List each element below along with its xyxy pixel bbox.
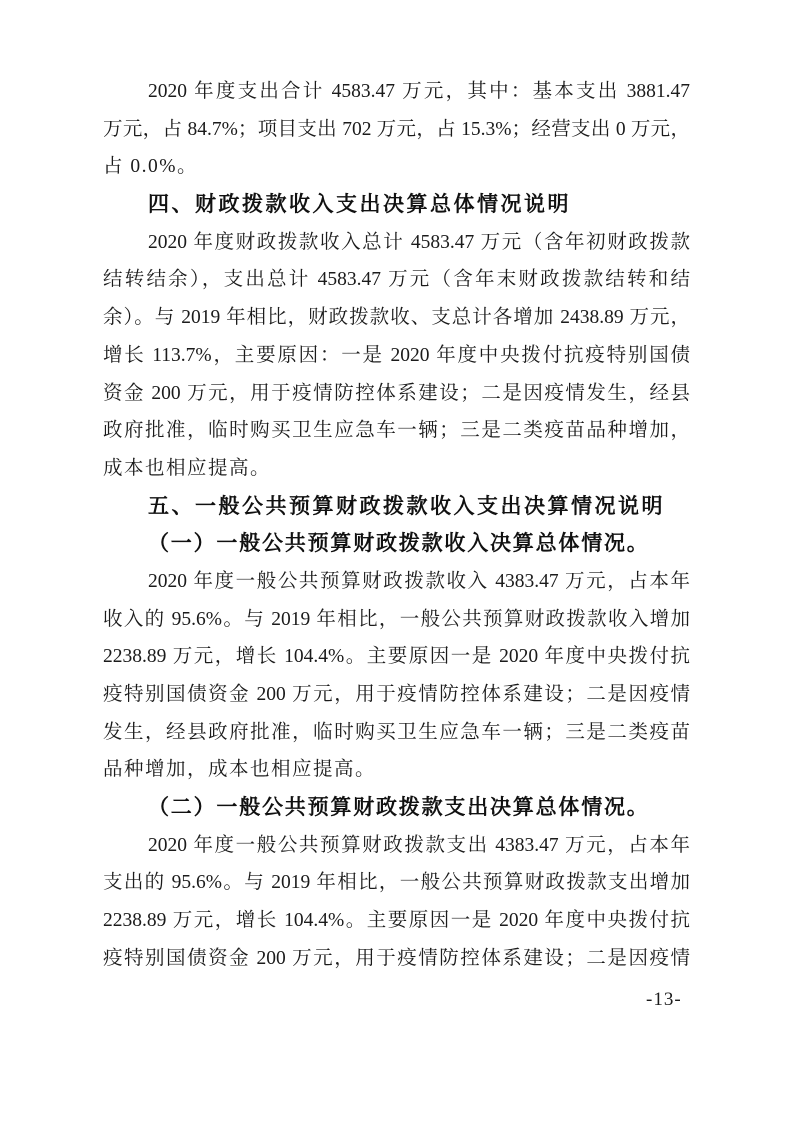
text-line: 2020 年度一般公共预算财政拨款支出 4383.47 万元，占本年 bbox=[148, 834, 690, 856]
paragraph bbox=[103, 563, 690, 789]
text-line: 发生，经县政府批准，临时购买卫生应急车一辆；三是二类疫苗 bbox=[103, 721, 690, 743]
paragraph bbox=[103, 827, 690, 978]
section-heading bbox=[103, 186, 690, 224]
paragraph bbox=[103, 224, 690, 488]
text-line: 2020 年度支出合计 4583.47 万元，其中：基本支出 3881.47 bbox=[148, 81, 690, 102]
text-line: 疫特别国债资金 200 万元，用于疫情防控体系建设；二是因疫情 bbox=[103, 684, 690, 705]
text-line: 万元，占 84.7%；项目支出 702 万元，占 15.3%；经营支出 0 万元， bbox=[103, 118, 690, 140]
text-line: 2020 年度财政拨款收入总计 4583.47 万元（含年初财政拨款 bbox=[148, 231, 690, 253]
text-line: 疫特别国债资金 200 万元，用于疫情防控体系建设；二是因疫情 bbox=[103, 947, 690, 969]
text-line: 2238.89 万元，增长 104.4%。主要原因一是 2020 年度中央拨付抗 bbox=[103, 910, 690, 932]
document-body bbox=[103, 73, 690, 978]
text-line: 结转结余），支出总计 4583.47 万元（含年末财政拨款结转和结 bbox=[103, 269, 690, 291]
text-line: 成本也相应提高。 bbox=[103, 457, 272, 479]
text-line: 资金 200 万元，用于疫情防控体系建设；二是因疫情发生，经县 bbox=[103, 382, 690, 404]
text-line: 政府批准，临时购买卫生应急车一辆；三是二类疫苗品种增加， bbox=[103, 420, 690, 442]
paragraph bbox=[103, 73, 690, 186]
section-heading bbox=[103, 789, 690, 827]
text-line: （一）一般公共预算财政拨款收入决算总体情况。 bbox=[148, 531, 650, 556]
page-number: -13- bbox=[646, 989, 682, 1010]
section-heading bbox=[103, 525, 690, 563]
text-line: 余）。与 2019 年相比，财政拨款收、支总计各增加 2438.89 万元， bbox=[103, 307, 690, 329]
text-line: （二）一般公共预算财政拨款支出决算总体情况。 bbox=[148, 795, 650, 820]
text-line: 收入的 95.6%。与 2019 年相比，一般公共预算财政拨款收入增加 bbox=[103, 608, 690, 630]
text-line: 2238.89 万元，增长 104.4%。主要原因一是 2020 年度中央拨付抗 bbox=[103, 646, 690, 668]
section-heading bbox=[103, 488, 690, 526]
text-line: 占 0.0%。 bbox=[103, 156, 198, 178]
text-line: 支出的 95.6%。与 2019 年相比，一般公共预算财政拨款支出增加 bbox=[103, 872, 690, 894]
text-line: 四、财政拨款收入支出决算总体情况说明 bbox=[148, 193, 571, 217]
text-line: 五、一般公共预算财政拨款收入支出决算情况说明 bbox=[148, 494, 665, 518]
text-line: 品种增加，成本也相应提高。 bbox=[103, 759, 377, 781]
text-line: 2020 年度一般公共预算财政拨款收入 4383.47 万元，占本年 bbox=[148, 570, 690, 592]
text-line: 增长 113.7%，主要原因：一是 2020 年度中央拨付抗疫特别国债 bbox=[103, 344, 690, 366]
